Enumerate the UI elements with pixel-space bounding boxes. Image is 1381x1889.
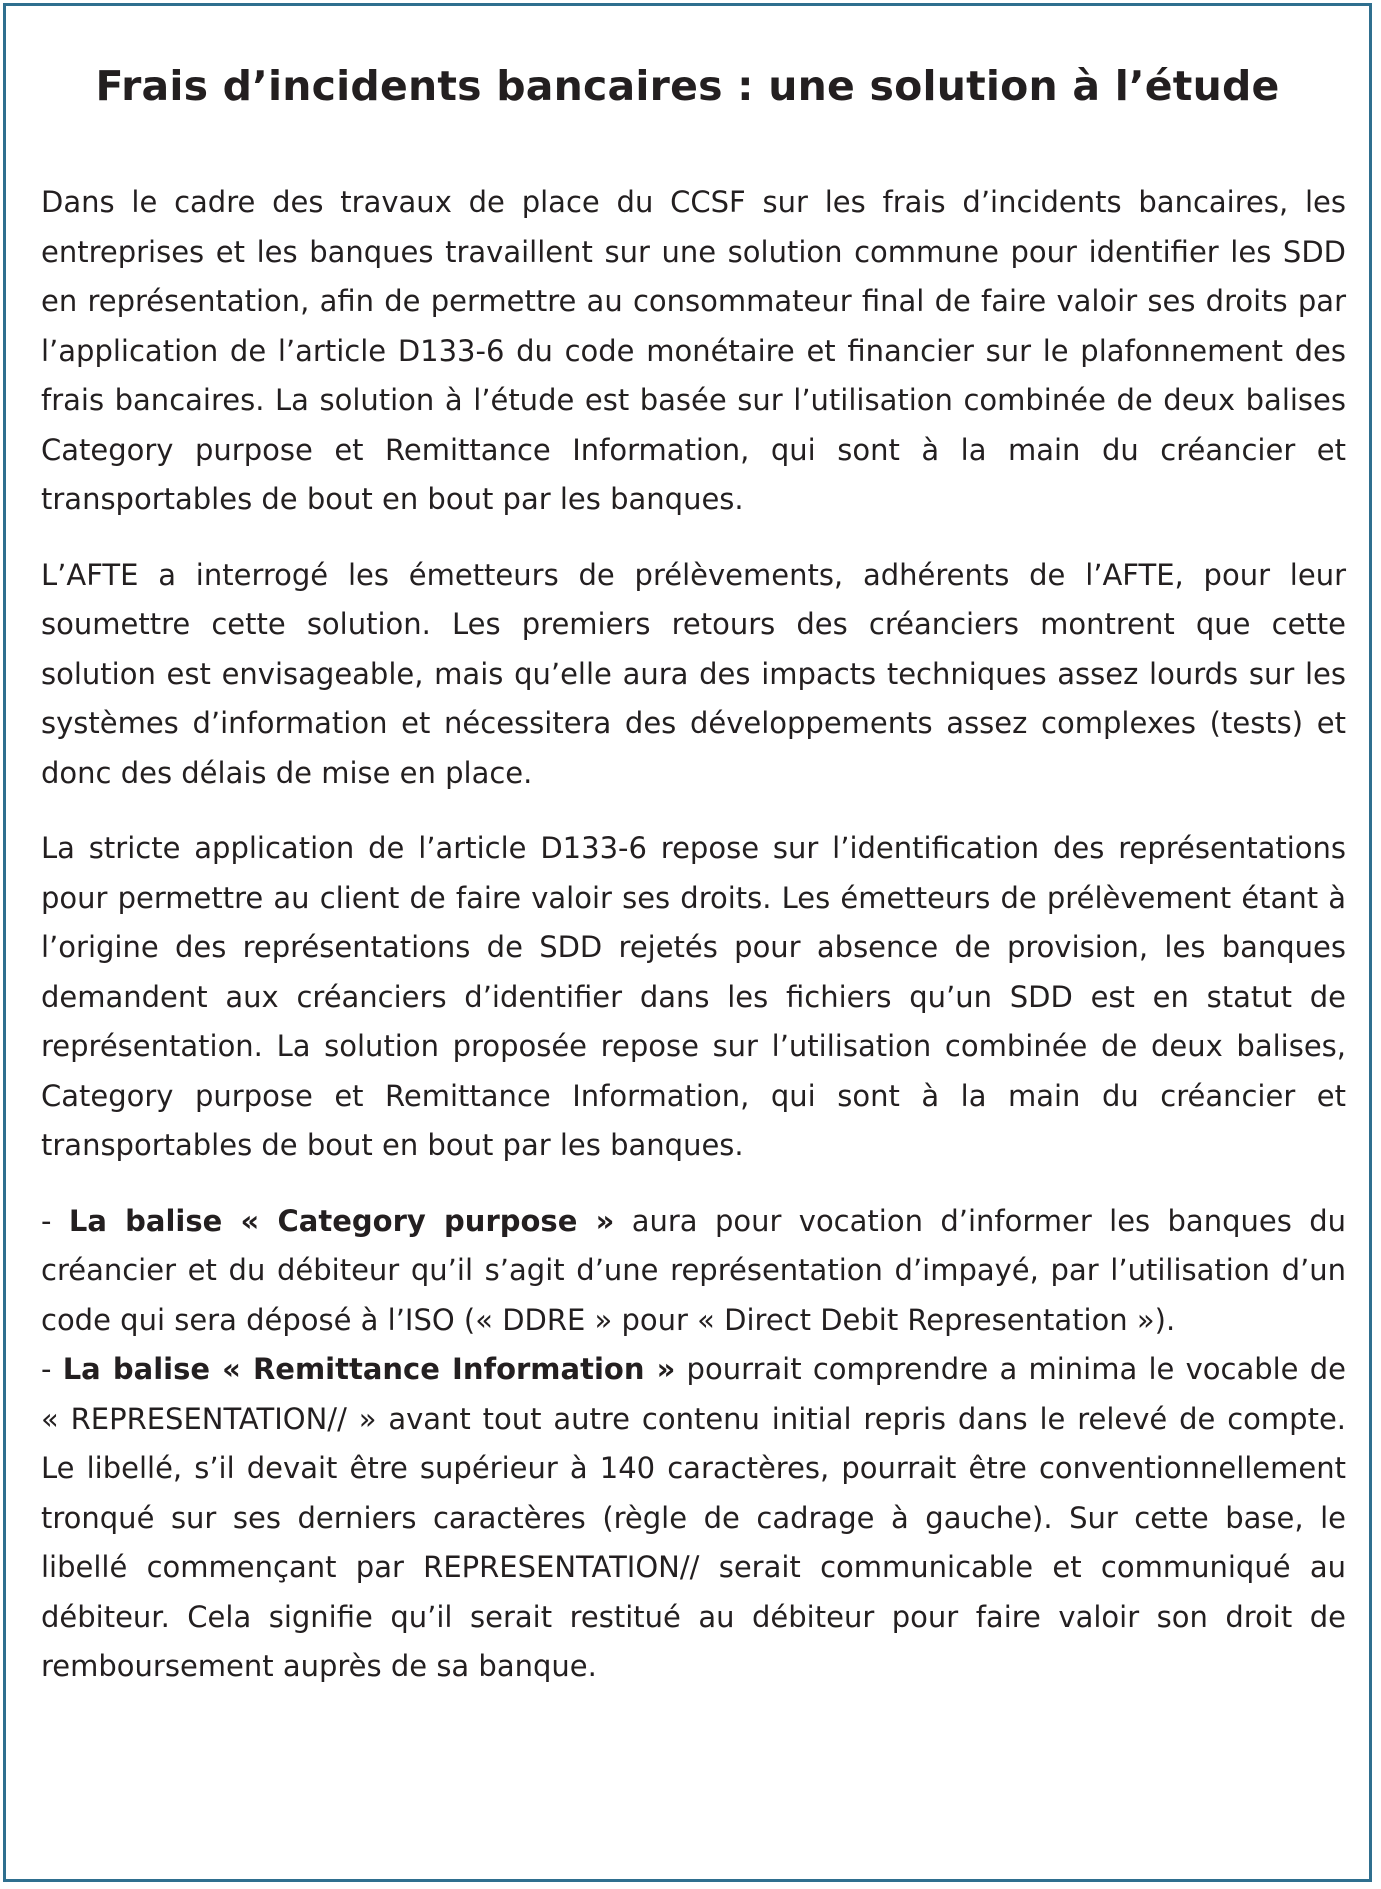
paragraph-article-d133-6: La stricte application de l’article D133-6 repose sur l’identification des représentations pour permettre au client de faire valoir ses droits. Les émetteurs de prélèvement étant à l’origine des représentations de SDD rejetés pour absence de provision, les banques demandent aux créanciers d’identifier dans les fichiers qu’un SDD est en statut de représentation. La solution proposée repose sur l’utilisation combinée de deux balises, Category purpose et Remittance Information, qui sont à la main du créancier et transportables de bout en bout par les banques.: [41, 831, 1346, 1162]
article-box: [3, 3, 1372, 1882]
bullet-category-purpose: [41, 1197, 1346, 1346]
bullet-dash: -: [41, 1352, 63, 1386]
article-body: [41, 178, 1346, 1692]
bullet-heading: La balise « Category purpose »: [68, 1203, 615, 1238]
paragraph-intro: Dans le cadre des travaux de place du CCSF sur les frais d’incidents bancaires, les entreprises et les banques travaillent sur une solution commune pour identifier les SDD en représentation, afin de permettre au consommateur final de faire valoir ses droits par l’application de l’article D133-6 du code monétaire et financier sur le plafonnement des frais bancaires. La solution à l’étude est basée sur l’utilisation combinée de deux balises Category purpose et Remittance Information, qui sont à la main du créancier et transportables de bout en bout par les banques.: [41, 185, 1346, 516]
bullet-text: aura pour vocation d’informer les banques du créancier et du débiteur qu’il s’agit d’une représentation d’impayé, par l’utilisation d’un code qui sera déposé à l’ISO (« DDRE » pour « Direct Debit Representation »).: [41, 1203, 1346, 1337]
paragraph-afte-survey: L’AFTE a interrogé les émetteurs de prélèvements, adhérents de l’AFTE, pour leur soumettre cette solution. Les premiers retours des créanciers montrent que cette solution est envisageable, mais qu’elle aura des impacts techniques assez lourds sur les systèmes d’information et nécessitera des développements assez complexes (tests) et donc des délais de mise en place.: [41, 557, 1346, 790]
bullet-heading: La balise « Remittance Information »: [62, 1352, 676, 1386]
bullet-text: pourrait comprendre a minima le vocable de « REPRESENTATION// » avant tout autre contenu initial repris dans le relevé de compte. Le libellé, s’il devait être supérieur à 140 caractères, pourrait être conventionnellement tronqué sur ses derniers caractères (règle de cadrage à gauche). Sur cette base, le libellé commençant par REPRESENTATION// serait communicable et communiqué au débiteur. Cela signifie qu’il serait restitué au débiteur pour faire valoir son droit de remboursement auprès de sa banque.: [41, 1352, 1347, 1683]
article-title: Frais d’incidents bancaires : une solution à l’étude: [95, 62, 1280, 110]
bullet-remittance-information: [41, 1345, 1346, 1692]
bullet-dash: -: [41, 1203, 69, 1238]
